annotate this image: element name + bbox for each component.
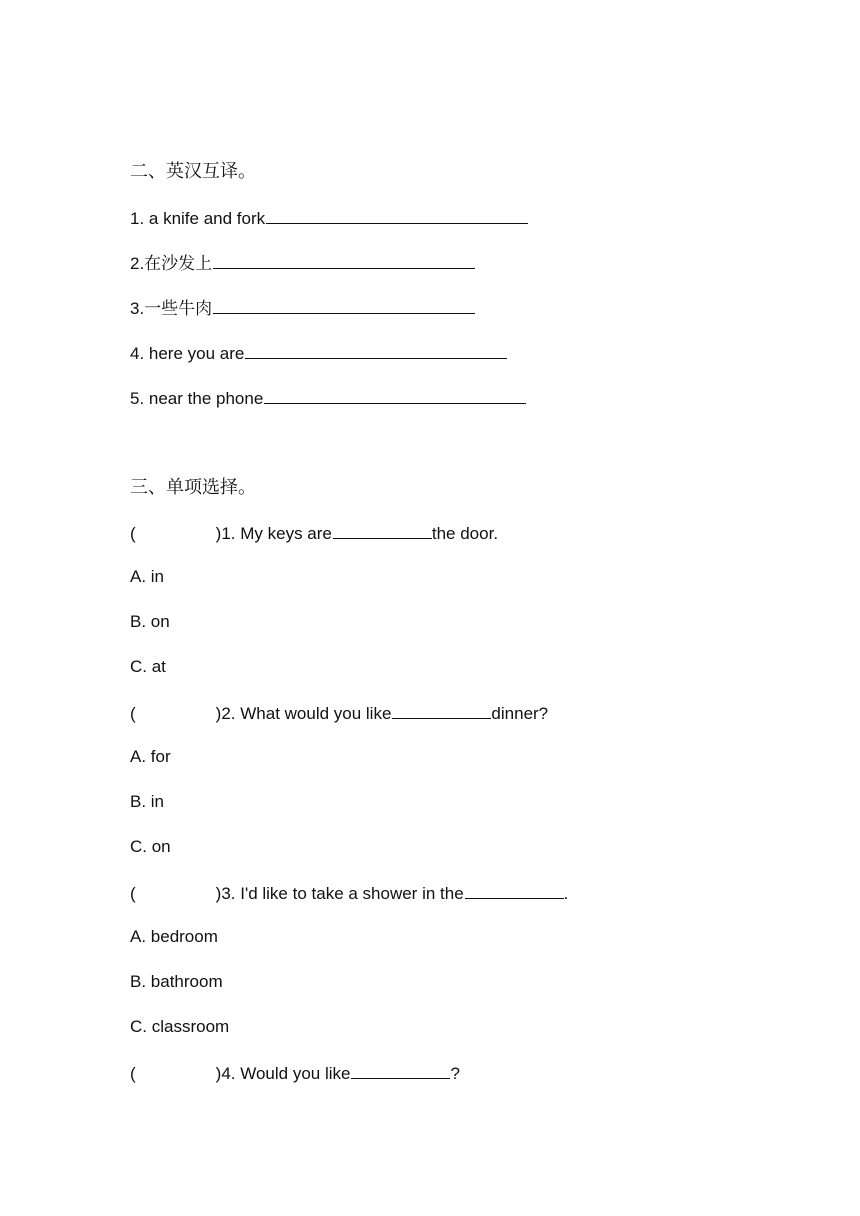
question-text-after: dinner? (491, 704, 549, 723)
answer-blank[interactable] (264, 385, 526, 404)
answer-paren-open: ( (130, 884, 136, 903)
answer-paren-open: ( (130, 524, 136, 543)
question-text-after: the door. (431, 524, 499, 543)
translation-item-text: 3.一些牛肉 (130, 299, 213, 318)
choice-question-2 (130, 700, 548, 726)
option-c: C. at (130, 657, 166, 676)
question-text: )3. I'd like to take a shower in the (215, 884, 464, 903)
translation-item-text: 1. a knife and fork (130, 209, 266, 228)
translation-item-3 (130, 295, 475, 321)
translation-item-1 (130, 205, 528, 231)
question-text: )4. Would you like (215, 1064, 351, 1083)
answer-blank[interactable] (213, 295, 475, 314)
option-a: A. in (130, 567, 165, 586)
question-blank (351, 1060, 450, 1079)
section-heading-choice: 三、单项选择。 (130, 477, 256, 498)
option-c: C. classroom (130, 1017, 230, 1036)
translation-item-text: 2.在沙发上 (130, 254, 213, 273)
translation-item-4 (130, 340, 507, 366)
option-b: B. in (130, 792, 165, 811)
question-blank (333, 520, 432, 539)
choice-question-4 (130, 1060, 460, 1086)
translation-item-text: 5. near the phone (130, 389, 264, 408)
answer-paren-open: ( (130, 1064, 136, 1083)
option-b: B. bathroom (130, 972, 223, 991)
option-c: C. on (130, 837, 171, 856)
translation-item-text: 4. here you are (130, 344, 245, 363)
answer-blank[interactable] (213, 250, 475, 269)
option-a: A. for (130, 747, 171, 766)
choice-question-3 (130, 880, 568, 906)
question-text: )1. My keys are (215, 524, 332, 543)
answer-paren-open: ( (130, 704, 136, 723)
choice-question-1 (130, 520, 498, 546)
option-a: A. bedroom (130, 927, 218, 946)
question-text-after: ? (450, 1064, 460, 1083)
question-blank (465, 880, 564, 899)
answer-blank[interactable] (266, 205, 528, 224)
option-b: B. on (130, 612, 170, 631)
answer-blank[interactable] (245, 340, 507, 359)
question-blank (392, 700, 491, 719)
section-heading-translation: 二、英汉互译。 (130, 161, 256, 182)
translation-item-5 (130, 385, 526, 411)
question-text: )2. What would you like (215, 704, 392, 723)
question-text-after: . (563, 884, 569, 903)
translation-item-2 (130, 250, 475, 276)
